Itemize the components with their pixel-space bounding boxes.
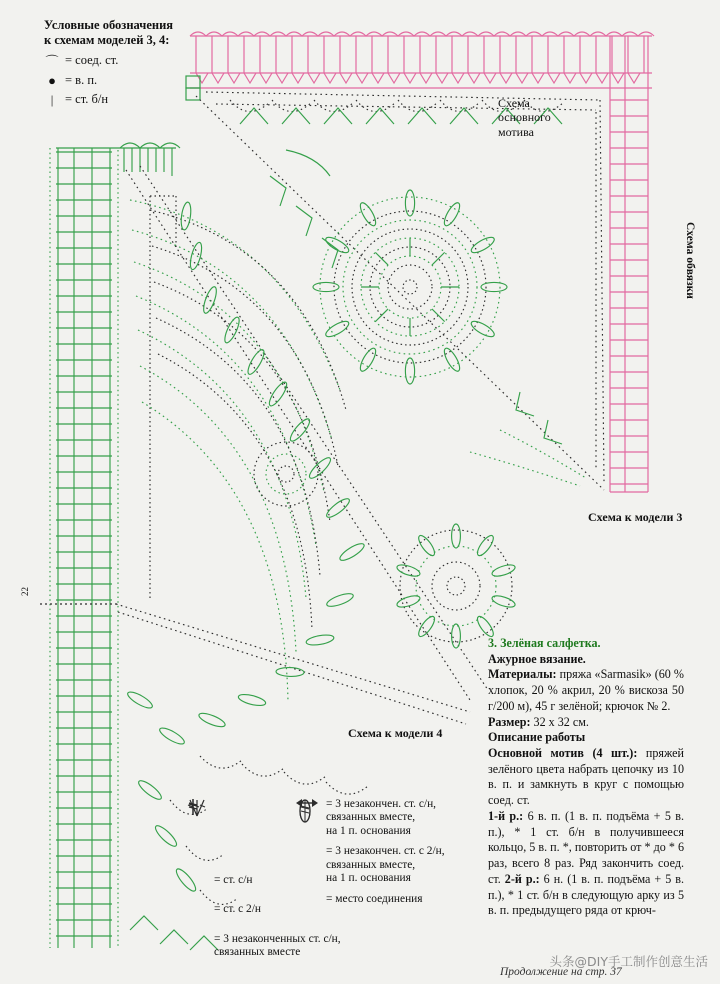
ocl3: на 1 п. основания	[326, 824, 411, 837]
treble-crochet-icon	[186, 903, 208, 904]
legend-bottom-right	[294, 798, 504, 913]
join-arrow-icon	[294, 893, 320, 894]
main-motif-triangle	[196, 92, 604, 490]
legend-label-chain-stitch: = в. п.	[65, 73, 98, 87]
otl1: = 3 незакончен. ст. с 2/н,	[326, 845, 445, 858]
work-label: Описание работы	[488, 730, 586, 745]
legend-label-cluster3	[214, 933, 341, 960]
size-text: 32 х 32 см.	[533, 714, 589, 729]
legend-label-dc: = ст. с/н	[214, 874, 253, 886]
ocl2: связанных вместе,	[326, 811, 416, 824]
chain-stitch-icon: ●	[48, 72, 56, 88]
row1-label: 1-й р.:	[488, 808, 524, 823]
scheme-model-3-label: Схема к модели 3	[588, 510, 683, 524]
legend-label-single-crochet: = ст. б/н	[65, 92, 109, 106]
legend-item-oval-cluster-trc	[294, 845, 504, 885]
description-heading: 3. Зелёная салфетка.	[488, 636, 601, 650]
continued-note: Продолжение на стр. 37	[500, 966, 622, 978]
scheme-model-4-label: Схема к модели 4	[348, 726, 443, 740]
legend-row-slip-stitch	[44, 51, 234, 70]
main-motif-scheme-label-l1: Схема	[498, 96, 530, 110]
single-crochet-icon: |	[50, 91, 54, 107]
legend-label-cluster3-l2: связанных вместе	[214, 946, 301, 959]
main-motif-scheme-label-l3: мотива	[498, 124, 534, 139]
border-scheme-label-vertical: Схема обвязки	[684, 222, 696, 299]
main-motif-scheme-label-l2: основного	[498, 110, 551, 125]
motif-label: Основной мотив (4 шт.):	[488, 746, 638, 761]
otl3: на 1 п. основания	[326, 872, 411, 885]
row2-label: 2-й р.:	[504, 871, 540, 886]
legend-row-chain-stitch	[44, 73, 234, 89]
cluster-3-dc-icon	[186, 933, 208, 934]
row-number-22-label: 22	[20, 587, 30, 596]
otl2: связанных вместе,	[326, 858, 416, 871]
double-crochet-icon	[186, 874, 208, 875]
legend-label-join-point: = место соединения	[326, 892, 423, 905]
ocl1: = 3 незакончен. ст. с/н,	[326, 798, 437, 810]
watermark: 头条@DIY手工制作创意生活	[549, 954, 708, 969]
legend-top-left	[44, 18, 234, 108]
materials-label: Материалы:	[488, 667, 557, 682]
legend-label-oval-cluster-dc	[326, 798, 436, 838]
motif-text: пряжей зелёного цвета набрать цепочку из 10 в. п. и замкнуть в круг с помощью соед. ст.	[488, 746, 684, 808]
legend-title-line-1: Условные обозначения	[44, 18, 174, 32]
row2-text: 6 н. (1 в. п. подъёма + 5 в. п.), * 1 ст. б/н в следующую арку из 5 в. п. предыдущего ряда от крюч-	[488, 871, 684, 918]
main-motif-scheme-label	[498, 96, 598, 139]
size-label: Размер:	[488, 714, 531, 729]
legend-row-single-crochet	[44, 92, 234, 108]
legend-item-cluster3	[186, 933, 386, 960]
pattern-description	[488, 636, 684, 919]
legend-label-cluster3-l1: = 3 незаконченных ст. с/н,	[214, 932, 341, 945]
oval-cluster-trc-icon	[294, 845, 320, 846]
legend-title-line-2: к схемам моделей 3, 4:	[44, 32, 170, 47]
legend-label-slip-stitch: = соед. ст.	[65, 52, 119, 67]
description-subheading: Ажурное вязание.	[488, 651, 586, 666]
legend-label-trc: = ст. с 2/н	[214, 903, 262, 916]
materials-text: пряжа «Sarmasik» (60 % хлопок, 20 % акрил, 20 % вискоза 50 г/200 м), 45 г зелёной; крючок № 2.	[488, 667, 684, 713]
legend-item-join-point	[294, 893, 504, 906]
row1-text: 6 в. п. (1 в. п. подъёма + 5 в. п.), * 1 ст. б/н в получившееся кольцо, 5 в. п. *, повторить от * до * 6 раз, всего 8 раз. Ряд закончить соед. ст.	[488, 808, 684, 886]
legend-label-oval-cluster-trc	[326, 845, 445, 885]
slip-stitch-icon: ⌒	[45, 53, 59, 69]
legend-item-oval-cluster-dc	[294, 798, 504, 838]
